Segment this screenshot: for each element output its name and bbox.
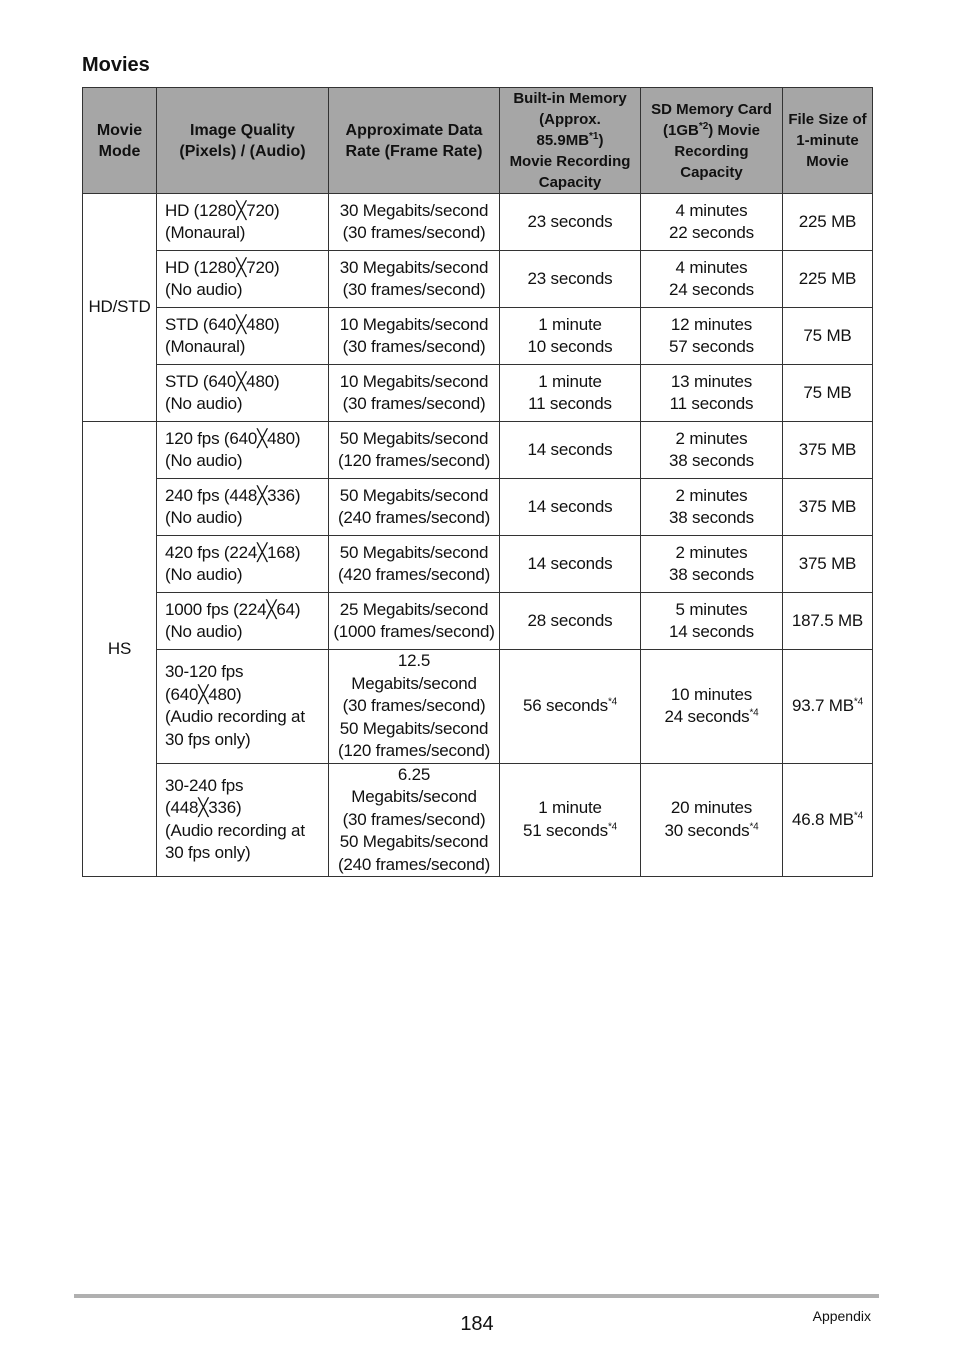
builtin-cell: 1 minute 10 seconds bbox=[500, 308, 641, 365]
header-movie-mode: Movie Mode bbox=[83, 88, 157, 194]
rate-cell: 50 Megabits/second (120 frames/second) bbox=[329, 422, 500, 479]
builtin-cell: 1 minute 11 seconds bbox=[500, 365, 641, 422]
sd-cell: 13 minutes 11 seconds bbox=[641, 365, 783, 422]
size-cell: 225 MB bbox=[783, 251, 873, 308]
sd-cell: 20 minutes 30 seconds$^{*4}$ bbox=[641, 763, 783, 877]
header-sd-card: SD Memory Card (1GB$^{*2}$) Movie Recording Capacity bbox=[641, 88, 783, 194]
builtin-cell: 14 seconds bbox=[500, 536, 641, 593]
rate-cell: 10 Megabits/second (30 frames/second) bbox=[329, 308, 500, 365]
rate-cell: 12.5 Megabits/second (30 frames/second) 50 Megabits/second (120 frames/second) bbox=[329, 650, 500, 764]
sd-cell: 2 minutes 38 seconds bbox=[641, 422, 783, 479]
rate-cell: 50 Megabits/second (240 frames/second) bbox=[329, 479, 500, 536]
table-header-row bbox=[83, 88, 873, 194]
builtin-cell: 23 seconds bbox=[500, 251, 641, 308]
table-row bbox=[83, 536, 873, 593]
builtin-cell: 14 seconds bbox=[500, 422, 641, 479]
builtin-cell: 1 minute 51 seconds$^{*4}$ bbox=[500, 763, 641, 877]
sd-cell: 10 minutes 24 seconds$^{*4}$ bbox=[641, 650, 783, 764]
quality-cell: 1000 fps (224╳64) (No audio) bbox=[157, 593, 329, 650]
rate-cell: 30 Megabits/second (30 frames/second) bbox=[329, 194, 500, 251]
size-cell: 93.7 MB$^{*4}$ bbox=[783, 650, 873, 764]
size-cell: 375 MB bbox=[783, 536, 873, 593]
rate-cell: 50 Megabits/second (420 frames/second) bbox=[329, 536, 500, 593]
sd-cell: 5 minutes 14 seconds bbox=[641, 593, 783, 650]
header-file-size: File Size of 1-minute Movie bbox=[783, 88, 873, 194]
size-cell: 187.5 MB bbox=[783, 593, 873, 650]
section-title: Movies bbox=[82, 54, 150, 76]
quality-cell: HD (1280╳720) (Monaural) bbox=[157, 194, 329, 251]
sd-cell: 2 minutes 38 seconds bbox=[641, 536, 783, 593]
rate-cell: 30 Megabits/second (30 frames/second) bbox=[329, 251, 500, 308]
quality-cell: 240 fps (448╳336) (No audio) bbox=[157, 479, 329, 536]
table-row bbox=[83, 194, 873, 251]
header-image-quality: Image Quality (Pixels) / (Audio) bbox=[157, 88, 329, 194]
size-cell: 375 MB bbox=[783, 422, 873, 479]
table-row bbox=[83, 365, 873, 422]
builtin-cell: 14 seconds bbox=[500, 479, 641, 536]
sd-cell: 4 minutes 24 seconds bbox=[641, 251, 783, 308]
table-row bbox=[83, 251, 873, 308]
quality-cell: HD (1280╳720) (No audio) bbox=[157, 251, 329, 308]
footer-section-label: Appendix bbox=[812, 1308, 871, 1324]
rate-cell: 6.25 Megabits/second (30 frames/second) 50 Megabits/second (240 frames/second) bbox=[329, 763, 500, 877]
table-row bbox=[83, 763, 873, 877]
movie-capacity-table bbox=[82, 87, 873, 877]
builtin-cell: 23 seconds bbox=[500, 194, 641, 251]
quality-cell: 420 fps (224╳168) (No audio) bbox=[157, 536, 329, 593]
size-cell: 75 MB bbox=[783, 365, 873, 422]
quality-cell: 30-120 fps (640╳480) (Audio recording at 30 fps only) bbox=[157, 650, 329, 764]
quality-cell: STD (640╳480) (Monaural) bbox=[157, 308, 329, 365]
rate-cell: 25 Megabits/second (1000 frames/second) bbox=[329, 593, 500, 650]
size-cell: 225 MB bbox=[783, 194, 873, 251]
quality-cell: 30-240 fps (448╳336) (Audio recording at 30 fps only) bbox=[157, 763, 329, 877]
builtin-cell: 28 seconds bbox=[500, 593, 641, 650]
header-builtin-memory: Built-in Memory (Approx. 85.9MB$^{*1}$) Movie Recording Capacity bbox=[500, 88, 641, 194]
sd-cell: 2 minutes 38 seconds bbox=[641, 479, 783, 536]
table-row bbox=[83, 422, 873, 479]
mode-cell-hd-std: HD/STD bbox=[83, 194, 157, 422]
size-cell: 46.8 MB$^{*4}$ bbox=[783, 763, 873, 877]
header-data-rate: Approximate Data Rate (Frame Rate) bbox=[329, 88, 500, 194]
table-row bbox=[83, 479, 873, 536]
size-cell: 375 MB bbox=[783, 479, 873, 536]
sd-cell: 4 minutes 22 seconds bbox=[641, 194, 783, 251]
sd-cell: 12 minutes 57 seconds bbox=[641, 308, 783, 365]
page-number: 184 bbox=[460, 1313, 494, 1335]
quality-cell: STD (640╳480) (No audio) bbox=[157, 365, 329, 422]
table-row bbox=[83, 593, 873, 650]
builtin-cell: 56 seconds$^{*4}$ bbox=[500, 650, 641, 764]
table-row bbox=[83, 650, 873, 764]
rate-cell: 10 Megabits/second (30 frames/second) bbox=[329, 365, 500, 422]
footer-divider bbox=[74, 1294, 879, 1298]
quality-cell: 120 fps (640╳480) (No audio) bbox=[157, 422, 329, 479]
table-row bbox=[83, 308, 873, 365]
size-cell: 75 MB bbox=[783, 308, 873, 365]
mode-cell-hs: HS bbox=[83, 422, 157, 877]
